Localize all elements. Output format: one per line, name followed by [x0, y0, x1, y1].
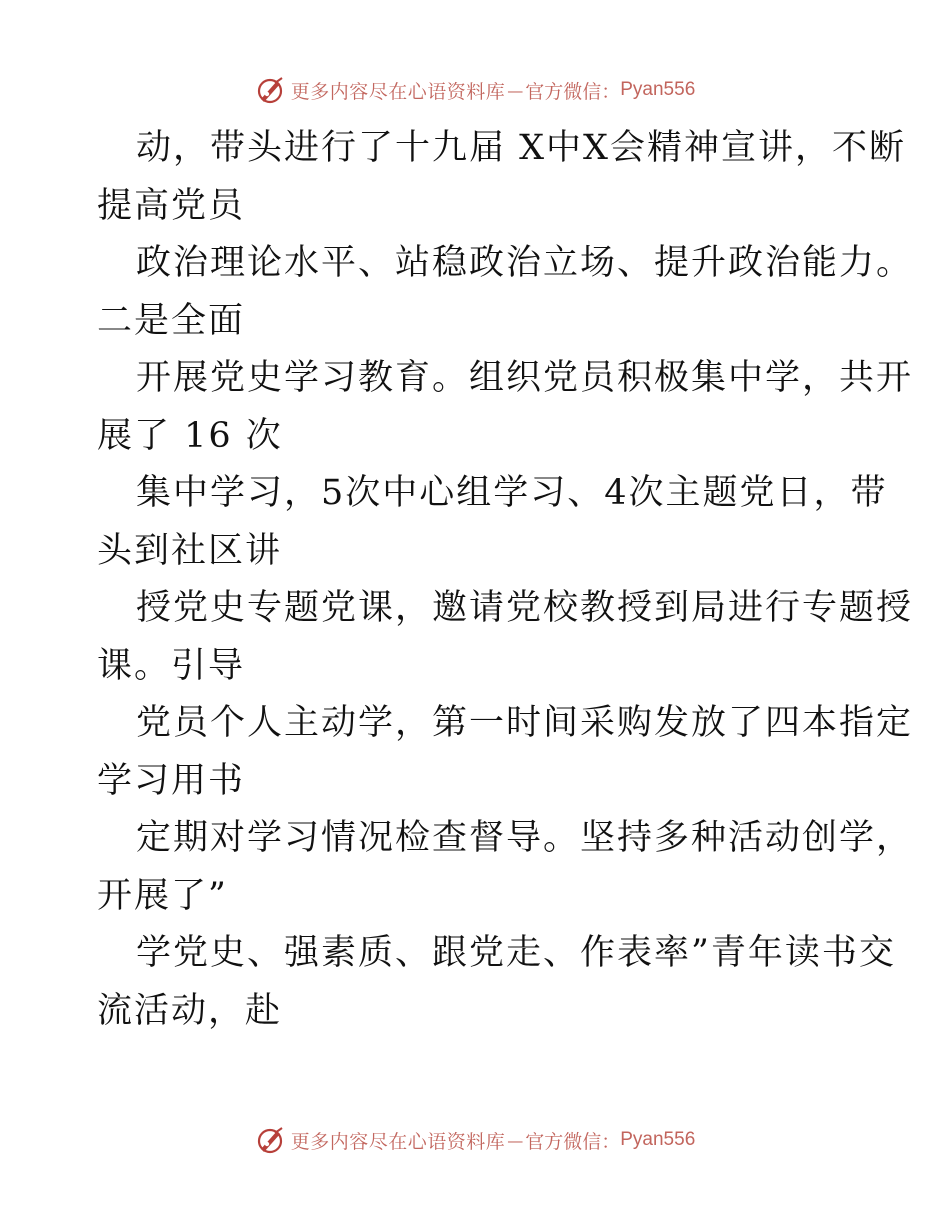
watermark-text: 更多内容尽在心语资料库 — [290, 80, 506, 103]
text-line: 开展了” — [97, 875, 228, 916]
text-line: 定期对学习情况检查督导。坚持多种活动创学， — [136, 818, 914, 858]
watermark-text: 更多内容尽在心语资料库 — [290, 1130, 506, 1153]
text-line: 流活动，赴 — [97, 990, 283, 1031]
header-watermark — [0, 70, 950, 110]
watermark-separator: — — [507, 80, 524, 100]
text-line: 头到社区讲 — [97, 530, 283, 571]
text-line: 开展党史学习教育。组织党员积极集中学，共开 — [136, 358, 914, 398]
body-text — [97, 120, 914, 1040]
watermark-wechat-label: 官方微信： — [525, 80, 621, 103]
quill-pen-seal-icon — [255, 1125, 285, 1155]
text-line: 二是全面 — [97, 300, 246, 341]
watermark-wechat-id: Pyan556 — [620, 1129, 696, 1150]
text-line: 提高党员 — [97, 185, 246, 226]
footer-watermark — [0, 1120, 950, 1160]
text-line: 党员个人主动学，第一时间采购发放了四本指定 — [136, 703, 914, 743]
watermark-separator: — — [507, 1130, 524, 1150]
quill-pen-seal-icon — [255, 75, 285, 105]
watermark-wechat-label: 官方微信： — [525, 1130, 621, 1153]
watermark-wechat-id: Pyan556 — [620, 79, 696, 100]
text-line: 动，带头进行了十九届 X中X会精神宣讲，不断 — [136, 128, 906, 168]
text-line: 政治理论水平、站稳政治立场、提升政治能力。 — [136, 243, 914, 283]
text-line: 展了 16 次 — [97, 415, 283, 456]
text-line: 授党史专题党课，邀请党校教授到局进行专题授 — [136, 588, 914, 628]
text-line: 课。引导 — [97, 645, 246, 686]
text-line: 学习用书 — [97, 760, 246, 801]
text-line: 集中学习，5次中心组学习、4次主题党日，带 — [136, 473, 888, 513]
text-line: 学党史、强素质、跟党走、作表率”青年读书交 — [136, 933, 896, 973]
